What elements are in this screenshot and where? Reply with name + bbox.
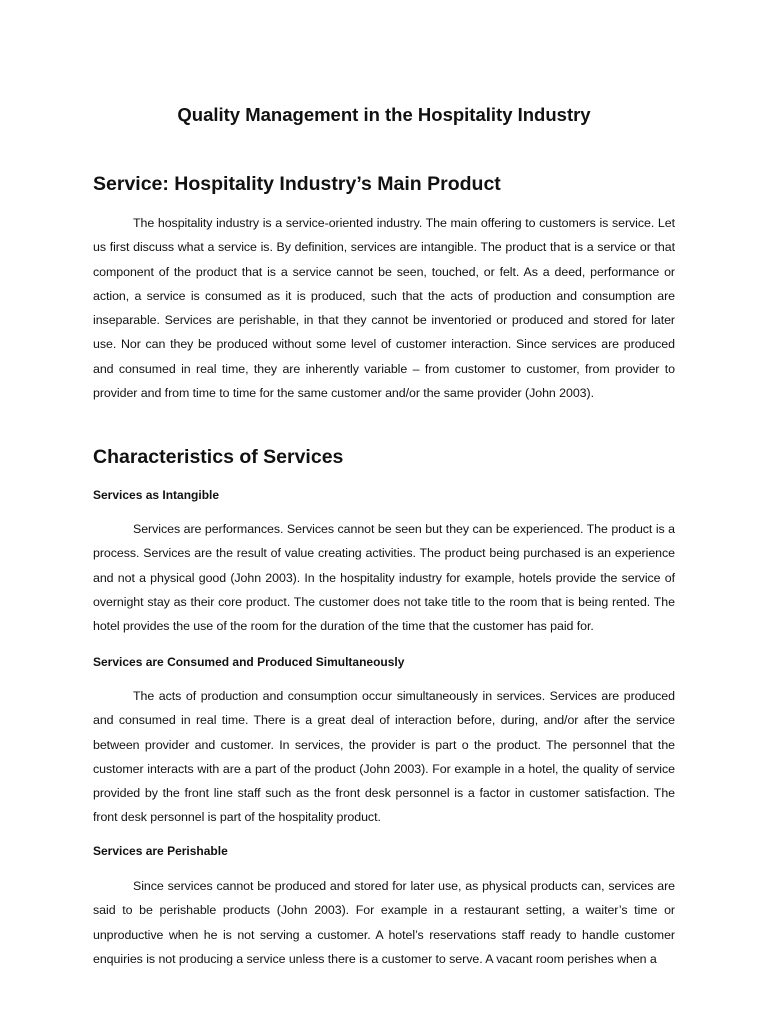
document-title: Quality Management in the Hospitality Industry <box>177 104 591 125</box>
paragraph-simultaneous: The acts of production and consumption occur simultaneously in services. Services are produced and consumed in real time. There is a great deal of interaction before, during, and/or after the service between provider and customer. In services, the provider is part o the product. The personnel that the customer interacts with are a part of the product (John 2003). For example in a hotel, the quality of service provided by the front line staff such as the front desk personnel is a factor in customer satisfaction. The front desk personnel is part of the hospitality product. <box>93 689 675 825</box>
paragraph-service: The hospitality industry is a service-oriented industry. The main offering to customers is service. Let us first discuss what a service is. By definition, services are intangible. The product that is a service or that component of the product that is a service cannot be seen, touched, or felt. As a deed, performance or action, a service is consumed as it is produced, such that the acts of production and consumption are inseparable. Services are perishable, in that they cannot be inventoried or produced and stored for later use. Nor can they be produced without some level of customer interaction. Since services are produced and consumed in real time, they are inherently variable – from customer to customer, from provider to provider and from time to time for the same customer and/or the same provider (John 2003). <box>93 216 675 401</box>
paragraph-intangible: Services are performances. Services cannot be seen but they can be experienced. The product is a process. Services are the result of value creating activities. The product being purchased is an experience and not a physical good (John 2003). In the hospitality industry for example, hotels provide the service of overnight stay as their core product. The customer does not take title to the room that is being rented. The hotel provides the use of the room for the duration of the time that the customer has paid for. <box>93 522 675 634</box>
subheading-simultaneous: Services are Consumed and Produced Simultaneously <box>93 655 405 669</box>
subheading-perishable: Services are Perishable <box>93 844 228 858</box>
subheading-intangible: Services as Intangible <box>93 488 220 502</box>
paragraph-perishable: Since services cannot be produced and stored for later use, as physical products can, services are said to be perishable products (John 2003). For example in a restaurant setting, a waiter’s time or unproductive when he is not serving a customer. A hotel’s reservations staff ready to handle customer enquiries is not producing a service unless there is a customer to serve. A vacant room perishes when a <box>93 879 675 966</box>
section-heading-characteristics: Characteristics of Services <box>93 446 344 468</box>
section-heading-service: Service: Hospitality Industry’s Main Product <box>93 173 501 195</box>
